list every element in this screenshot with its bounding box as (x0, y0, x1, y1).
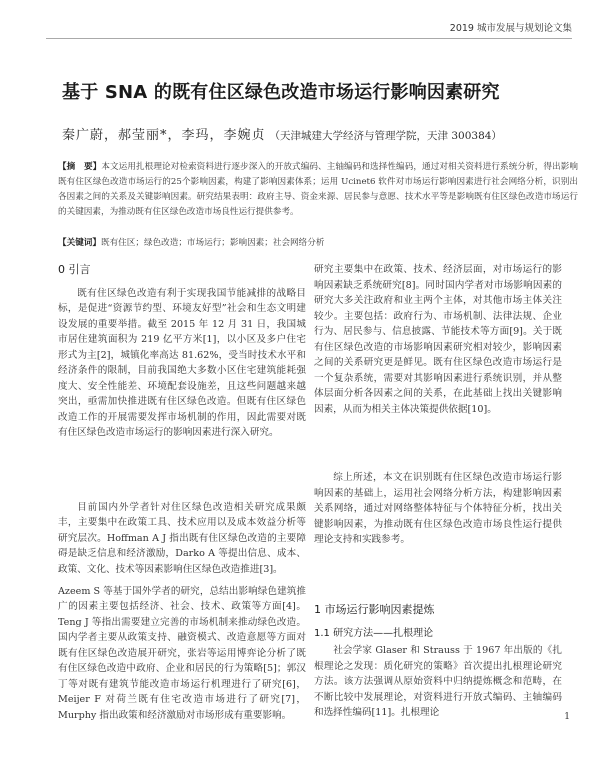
right-paragraph-2: 综上所述，本文在识别既有住区绿色改造市场运行影响因素的基础上，运用社会网络分析方法，构建影响因素关系网络，通过对网络整体特征与个体特征分析，找出关键影响因素，为推动既有住区绿色改造市场良性运行提供理论支持和实践参考。 (314, 472, 562, 545)
author-line (62, 124, 592, 143)
right-paragraph-1: 研究主要集中在政策、技术、经济层面，对市场运行的影响因素缺乏系统研究[8]。同时国内学者对市场影响因素的研究大多关注政府和业主两个主体，对其他市场主体关注较少。主要包括：政府行为、市场机制、法律法规、企业行为、居民参与、信息披露、节能技术等方面[9]。关于既有住区绿色改造的市场影响因素研究相对较少，影响因素之间的关系研究更是鲜见。既有住区绿色改造市场运行是一个复杂系统，需要对其影响因素进行系统识别，并从整体层面分析各因素之间的关系，在此基础上找出关键影响因素，从而为相关主体决策提供依据[10]。 (314, 264, 562, 415)
right-column (314, 262, 562, 721)
author-affiliation: （天津城建大学经济与管理学院，天津 300384） (269, 130, 502, 142)
abstract (58, 160, 578, 220)
paper-title: 基于 SNA 的既有住区绿色改造市场运行影响因素研究 (62, 82, 500, 103)
abstract-text: 本文运用扎根理论对检索资料进行逐步深入的开放式编码、主轴编码和选择性编码，通过对相关资料进行系统分析，得出影响既有住区绿色改造市场运行的25个影响因素，构建了影响因素体系；运用 Ucinet6 软件对市场运行影响因素进行社会网络分析，识别出各因素之间的关系及关键影响因素。研究结果表明：政府主导、资金来源、居民参与意愿、技术水平等是影响既有住区绿色改造市场运行的关键因素，为推动既有住区绿色改造市场良性运行提供参考。 (58, 162, 578, 217)
keywords (58, 236, 578, 248)
header-divider (46, 38, 572, 39)
keywords-text: 既有住区；绿色改造；市场运行；影响因素；社会网络分析 (100, 238, 325, 248)
section-heading-1: 1 市场运行影响因素提炼 (314, 603, 435, 616)
intro-paragraph-2: 目前国内外学者针对住区绿色改造相关研究成果颇丰，主要集中在政策工具、技术应用以及成本效益分析等研究层次。Hoffman A J 指出既有住区绿色改造的主要障碍是缺乏信息和经济激励，Darko A 等提出信息、成本、政策、文化、技术等因素影响住区绿色改造推进[3]。 (58, 501, 306, 575)
intro-paragraph-3: Azeem S 等基于国外学者的研究，总结出影响绿色建筑推广的因素主要包括经济、社会、技术、政策等方面[4]。Teng J 等指出需要建立完善的市场机制来推动绿色改造。国内学者主要从政策支持、融资模式、改造意愿等方面对既有住区绿色改造展开研究，张岩等运用博弈论分析了既有住区绿色改造中政府、企业和居民的行为策略[5]；郭汉丁等对既有建筑节能改造市场运行机理进行了研究[6]，Meijer F 对荷兰既有住宅改造市场进行了研究[7]，Murphy 指出政策和经济激励对市场形成有重要影响。 (58, 585, 306, 721)
running-header: 2019 城市发展与规划论文集 (449, 23, 572, 34)
left-column (58, 262, 306, 770)
page-number: 1 (564, 712, 570, 722)
subsection-heading-1-1: 1.1 研究方法——扎根理论 (314, 627, 434, 639)
section-heading-intro: 0 引言 (58, 263, 91, 276)
subsection-1-1-paragraph: 社会学家 Glaser 和 Strauss 于 1967 年出版的《扎根理论之发现：质化研究的策略》首次提出扎根理论研究方法。该方法强调从原始资料中归纳提炼概念和范畴，在不断比较中发展理论，对资料进行开放式编码、主轴编码和选择性编码[11]。扎根理论 (314, 645, 562, 718)
intro-paragraph-1: 既有住区绿色改造有利于实现我国节能减排的战略目标，是促进“资源节约型、环境友好型”社会和生态文明建设发展的重要举措。截至 2015 年 12 月 31 日，我国城市居住建筑面积为 219 亿平方米[1]，以小区及多户住宅形式为主[2]，城镇化率高达 81.62%，受当时技术水平和经济条件的限制，目前我国绝大多数小区住宅建筑能耗强度大、安全性能差、环境配套设施差，且这些问题越来越突出，亟需加快推进既有住区绿色改造。但既有住区绿色改造工作的开展需要发挥市场机制的作用，因此需要对既有住区绿色改造市场运行的影响因素进行深入研究。 (58, 287, 306, 438)
keywords-label: 【关键词】 (58, 238, 101, 248)
author-names: 秦广蔚，郝莹丽*，李玛，李婉贞 (62, 128, 266, 143)
abstract-label: 【摘 要】 (58, 162, 102, 172)
